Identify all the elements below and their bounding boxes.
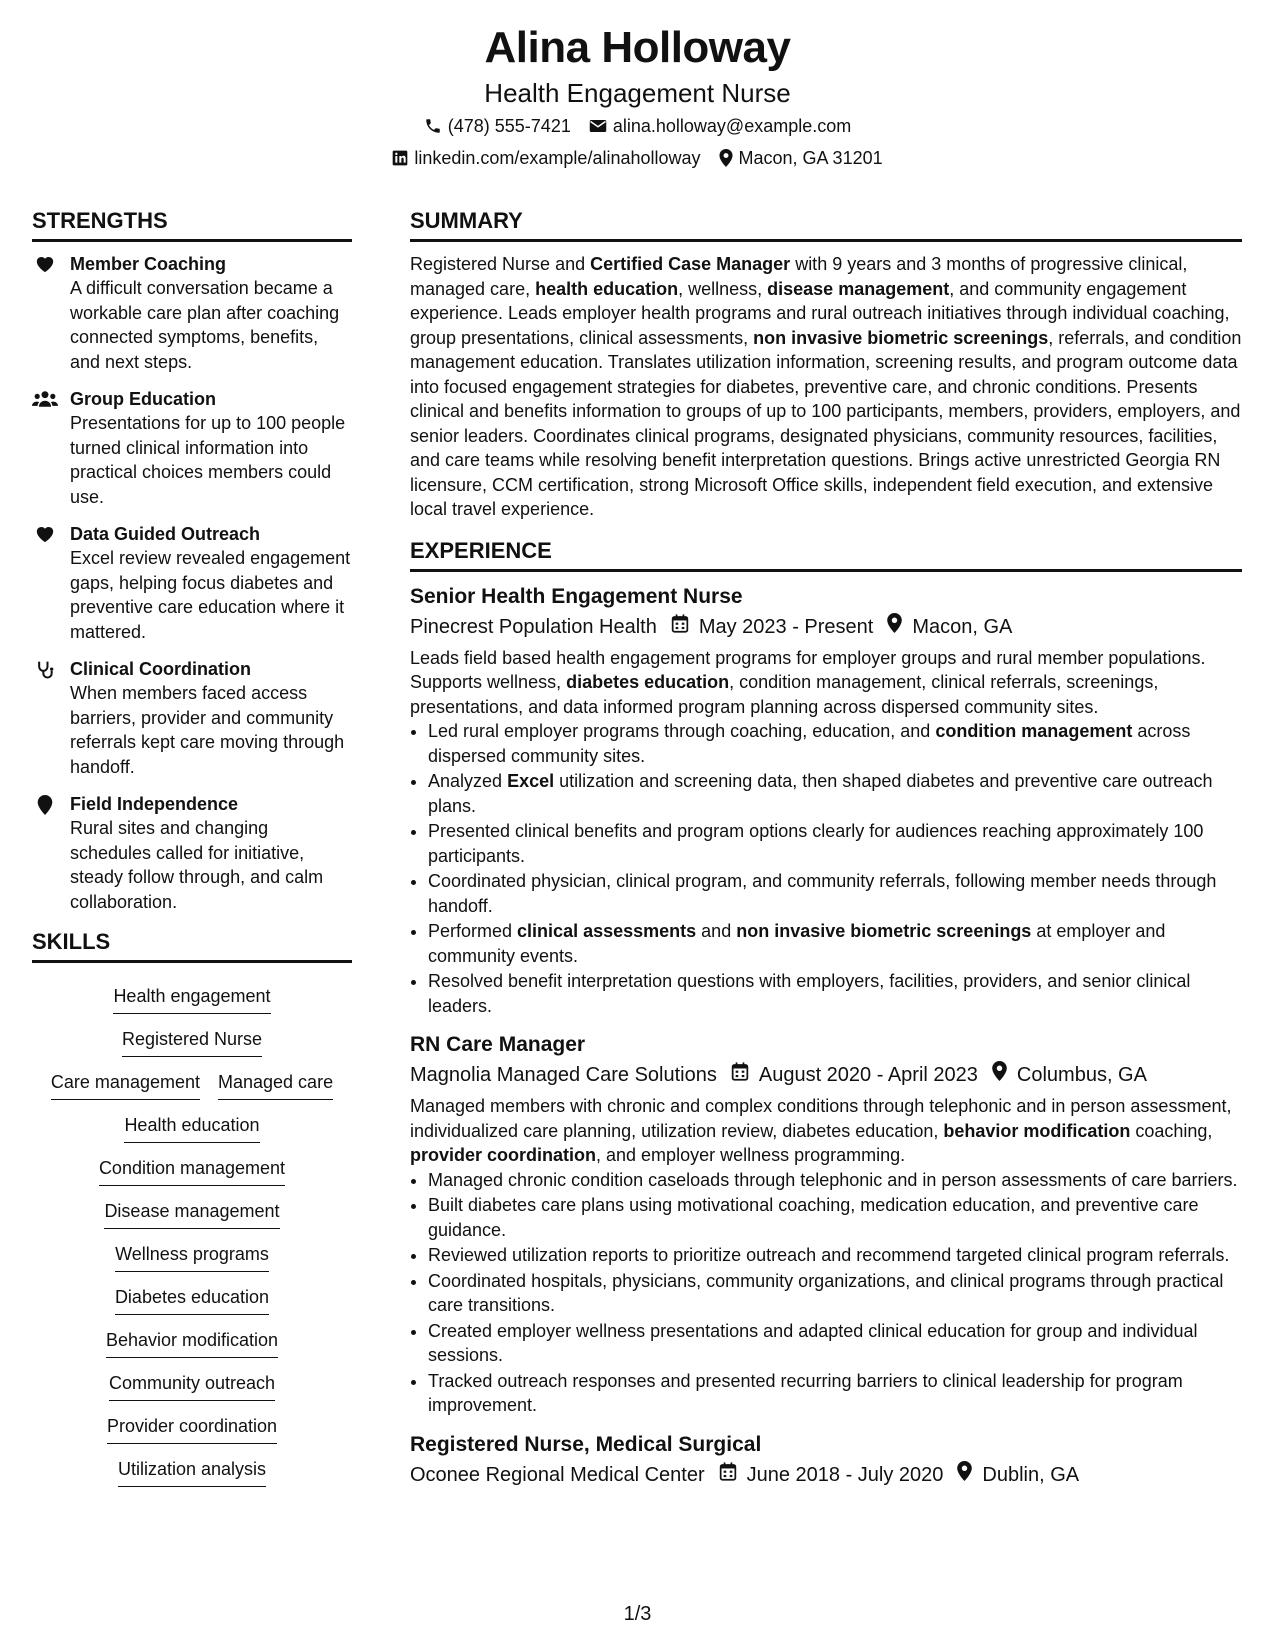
- bold-text: diabetes education: [566, 672, 730, 692]
- bold-text: health education: [535, 278, 679, 299]
- text-segment: Led rural employer programs through coaching, education, and: [428, 721, 936, 741]
- email-contact[interactable]: [589, 110, 851, 142]
- strength-name: Field Independence: [70, 794, 239, 814]
- text-segment: Presented clinical benefits and program options clearly for audiences reaching approximately 100 participants.: [428, 821, 1204, 866]
- bullet-item: [428, 1269, 1242, 1318]
- text-segment: utilization and screening data, then shaped diabetes and preventive care outreach plans.: [428, 771, 1213, 816]
- phone-contact[interactable]: [424, 110, 571, 142]
- text-segment: Registered Nurse and: [410, 254, 591, 274]
- job-entry: [410, 1430, 1242, 1490]
- job-meta: [410, 612, 1242, 642]
- calendar-icon: [671, 612, 689, 642]
- text-segment: across dispersed community sites.: [428, 721, 1191, 766]
- skill-tag: Wellness programs: [115, 1240, 269, 1272]
- strength-desc: A difficult conversation became a workable care plan after coaching connected symptoms, benefits, and next steps.: [70, 278, 340, 372]
- job-location: Macon, GA: [912, 615, 1013, 638]
- job-entry: [410, 582, 1242, 1019]
- company-name: Oconee Regional Medical Center: [410, 1463, 705, 1486]
- skills-heading: SKILLS: [32, 927, 352, 963]
- job-dates: May 2023 - Present: [698, 615, 874, 638]
- bullet-item: [428, 1243, 1242, 1268]
- bold-text: clinical assessments: [517, 921, 697, 941]
- job-dates: June 2018 - July 2020: [746, 1463, 944, 1486]
- strength-name: Clinical Coordination: [70, 659, 252, 679]
- text-segment: Resolved benefit interpretation questions with employers, facilities, providers, and senior clinical leaders.: [428, 971, 1191, 1016]
- text-segment: Managed chronic condition caseloads through telephonic and in person assessments of care barriers.: [428, 1169, 1238, 1190]
- strength-name: Group Education: [70, 389, 216, 409]
- location-text: Macon, GA 31201: [738, 148, 883, 168]
- bold-text: disease management: [767, 278, 950, 299]
- text-segment: and: [696, 921, 737, 941]
- strengths-heading: STRENGTHS: [32, 206, 352, 242]
- job-bullets: [410, 1168, 1242, 1418]
- bold-text: provider coordination: [410, 1145, 597, 1165]
- skill-tag: Community outreach: [109, 1369, 275, 1401]
- linkedin-text: linkedin.com/example/alinaholloway: [414, 148, 701, 168]
- calendar-icon: [719, 1460, 737, 1490]
- bold-text: condition management: [935, 721, 1133, 741]
- text-segment: at employer and community events.: [428, 921, 1166, 966]
- text-segment: Created employer wellness presentations and adapted clinical education for group and individual sessions.: [428, 1320, 1198, 1365]
- email-text: alina.holloway@example.com: [612, 116, 852, 136]
- job-title: Registered Nurse, Medical Surgical: [410, 1432, 762, 1456]
- text-segment: Coordinated physician, clinical program, and community referrals, following member needs through handoff.: [428, 871, 1217, 916]
- skill-tag: Provider coordination: [107, 1412, 277, 1444]
- text-segment: Managed members with chronic and complex conditions through telephonic and in person assessment, individualized care planning, utilization review, diabetes education,: [410, 1096, 1232, 1141]
- calendar-icon: [731, 1060, 749, 1090]
- text-segment: with 9 years and 3 months of progressive clinical, managed care,: [410, 254, 1188, 299]
- bullet-item: [428, 719, 1242, 768]
- strength-item: [32, 657, 352, 779]
- contact-row-2: [0, 142, 1275, 174]
- bold-text: non invasive biometric screenings: [753, 327, 1049, 348]
- map-pin-icon: [992, 1060, 1007, 1090]
- job-title: Senior Health Engagement Nurse: [410, 584, 743, 608]
- page-number: 1/3: [623, 1603, 652, 1625]
- skill-tag: Disease management: [104, 1197, 279, 1229]
- map-pin-icon: [887, 612, 902, 642]
- strength-item: [32, 387, 352, 509]
- resume-header: [0, 20, 1275, 174]
- job-description: [410, 1094, 1242, 1168]
- map-pin-icon: [719, 149, 733, 167]
- text-segment: Coordinated hospitals, physicians, community organizations, and clinical programs through practical care transitions.: [428, 1270, 1224, 1315]
- skills-list: [32, 973, 352, 1493]
- job-entry: [410, 1030, 1242, 1418]
- heart-icon: [32, 522, 58, 644]
- strength-desc: Excel review revealed engagement gaps, helping focus diabetes and preventive care education where it mattered.: [70, 548, 351, 642]
- summary-text: [410, 252, 1242, 522]
- text-segment: , and community engagement experience. Leads employer health programs and rural outreach initiatives through individual coaching, group presentations, clinical assessments,: [410, 278, 1230, 348]
- strength-name: Data Guided Outreach: [70, 524, 261, 544]
- strength-desc: When members faced access barriers, provider and community referrals kept care moving through handoff.: [70, 683, 345, 777]
- strength-name: Member Coaching: [70, 254, 227, 274]
- job-title: RN Care Manager: [410, 1033, 586, 1056]
- map-pin-icon: [32, 792, 58, 914]
- bold-text: behavior modification: [943, 1120, 1131, 1141]
- skill-tag: Health education: [124, 1111, 259, 1143]
- strength-desc: Rural sites and changing schedules called for initiative, steady follow through, and calm collaboration.: [70, 818, 324, 912]
- location-contact: [719, 142, 883, 174]
- bullet-item: [428, 969, 1242, 1018]
- strength-item: [32, 792, 352, 914]
- linkedin-icon: [392, 150, 408, 166]
- job-bullets: [410, 719, 1242, 1018]
- bullet-item: [428, 819, 1242, 868]
- phone-icon: [424, 117, 442, 135]
- map-pin-icon: [957, 1460, 972, 1490]
- stethoscope-icon: [32, 657, 58, 779]
- skill-tag: Condition management: [99, 1154, 285, 1186]
- right-column: [410, 206, 1242, 1502]
- job-location: Columbus, GA: [1016, 1064, 1147, 1086]
- phone-text: (478) 555-7421: [447, 116, 571, 136]
- skill-tag: Health engagement: [113, 982, 270, 1014]
- candidate-title: Health Engagement Nurse: [484, 78, 791, 108]
- text-segment: Analyzed: [428, 771, 508, 791]
- linkedin-contact[interactable]: [392, 142, 700, 174]
- bullet-item: [428, 919, 1242, 968]
- bullet-item: [428, 769, 1242, 818]
- skill-tag: Diabetes education: [115, 1283, 269, 1315]
- text-segment: Leads field based health engagement programs for employer groups and rural member populations. Supports wellness,: [410, 647, 1206, 692]
- text-segment: , wellness,: [678, 278, 768, 299]
- bold-text: non invasive biometric screenings: [736, 921, 1032, 941]
- bullet-item: [428, 1369, 1242, 1418]
- text-segment: Tracked outreach responses and presented recurring barriers to clinical leadership for program improvement.: [428, 1370, 1183, 1415]
- left-column: [32, 206, 352, 1493]
- skill-tag: Behavior modification: [106, 1326, 278, 1358]
- bullet-item: [428, 1193, 1242, 1242]
- users-icon: [32, 387, 58, 509]
- text-segment: , referrals, and condition management education. Translates utilization information, screening results, and program outcome data into focused engagement strategies for diabetes, preventive care, and chronic conditions. Presents clinical and benefits information to groups of up to 100 participants, members, providers, employers, and senior leaders. Coordinates clinical programs, designated physicians, community resources, facilities, and care teams while resolving benefit interpretation questions. Brings active unrestricted Georgia RN licensure, CCM certification, strong Microsoft Office skills, independent field execution, and extensive local travel experience.: [410, 327, 1242, 519]
- envelope-icon: [589, 118, 607, 134]
- job-meta: [410, 1060, 1242, 1090]
- strength-desc: Presentations for up to 100 people turned clinical information into practical choices members could use.: [70, 413, 346, 507]
- summary-heading: SUMMARY: [410, 206, 1242, 242]
- text-segment: coaching,: [1130, 1120, 1213, 1141]
- job-dates: August 2020 - April 2023: [758, 1064, 978, 1086]
- bullet-item: [428, 1319, 1242, 1368]
- job-meta: [410, 1460, 1242, 1490]
- bullet-item: [428, 869, 1242, 918]
- skill-tag: Registered Nurse: [122, 1025, 262, 1057]
- job-location: Dublin, GA: [982, 1463, 1080, 1486]
- bold-text: Excel: [507, 771, 555, 791]
- strength-item: [32, 522, 352, 644]
- heart-icon: [32, 252, 58, 374]
- skill-tag: Utilization analysis: [118, 1455, 266, 1487]
- text-segment: , and employer wellness programming.: [596, 1145, 906, 1165]
- text-segment: Performed: [428, 921, 518, 941]
- company-name: Magnolia Managed Care Solutions: [410, 1064, 717, 1086]
- bullet-item: [428, 1168, 1242, 1193]
- text-segment: Reviewed utilization reports to prioritize outreach and recommend targeted clinical program referrals.: [428, 1245, 1230, 1265]
- text-segment: Built diabetes care plans using motivational coaching, medication education, and preventive care guidance.: [428, 1195, 1199, 1240]
- skill-tag: Managed care: [218, 1068, 333, 1100]
- candidate-name: Alina Holloway: [484, 23, 791, 72]
- text-segment: , condition management, clinical referrals, screenings, presentations, and data informed program planning across dispersed community sites.: [410, 672, 1159, 717]
- bold-text: Certified Case Manager: [590, 254, 791, 274]
- company-name: Pinecrest Population Health: [410, 615, 657, 638]
- skill-tag: Care management: [51, 1068, 200, 1100]
- strength-item: [32, 252, 352, 374]
- job-description: [410, 646, 1242, 720]
- experience-heading: EXPERIENCE: [410, 536, 1242, 572]
- contact-row-1: [0, 110, 1275, 142]
